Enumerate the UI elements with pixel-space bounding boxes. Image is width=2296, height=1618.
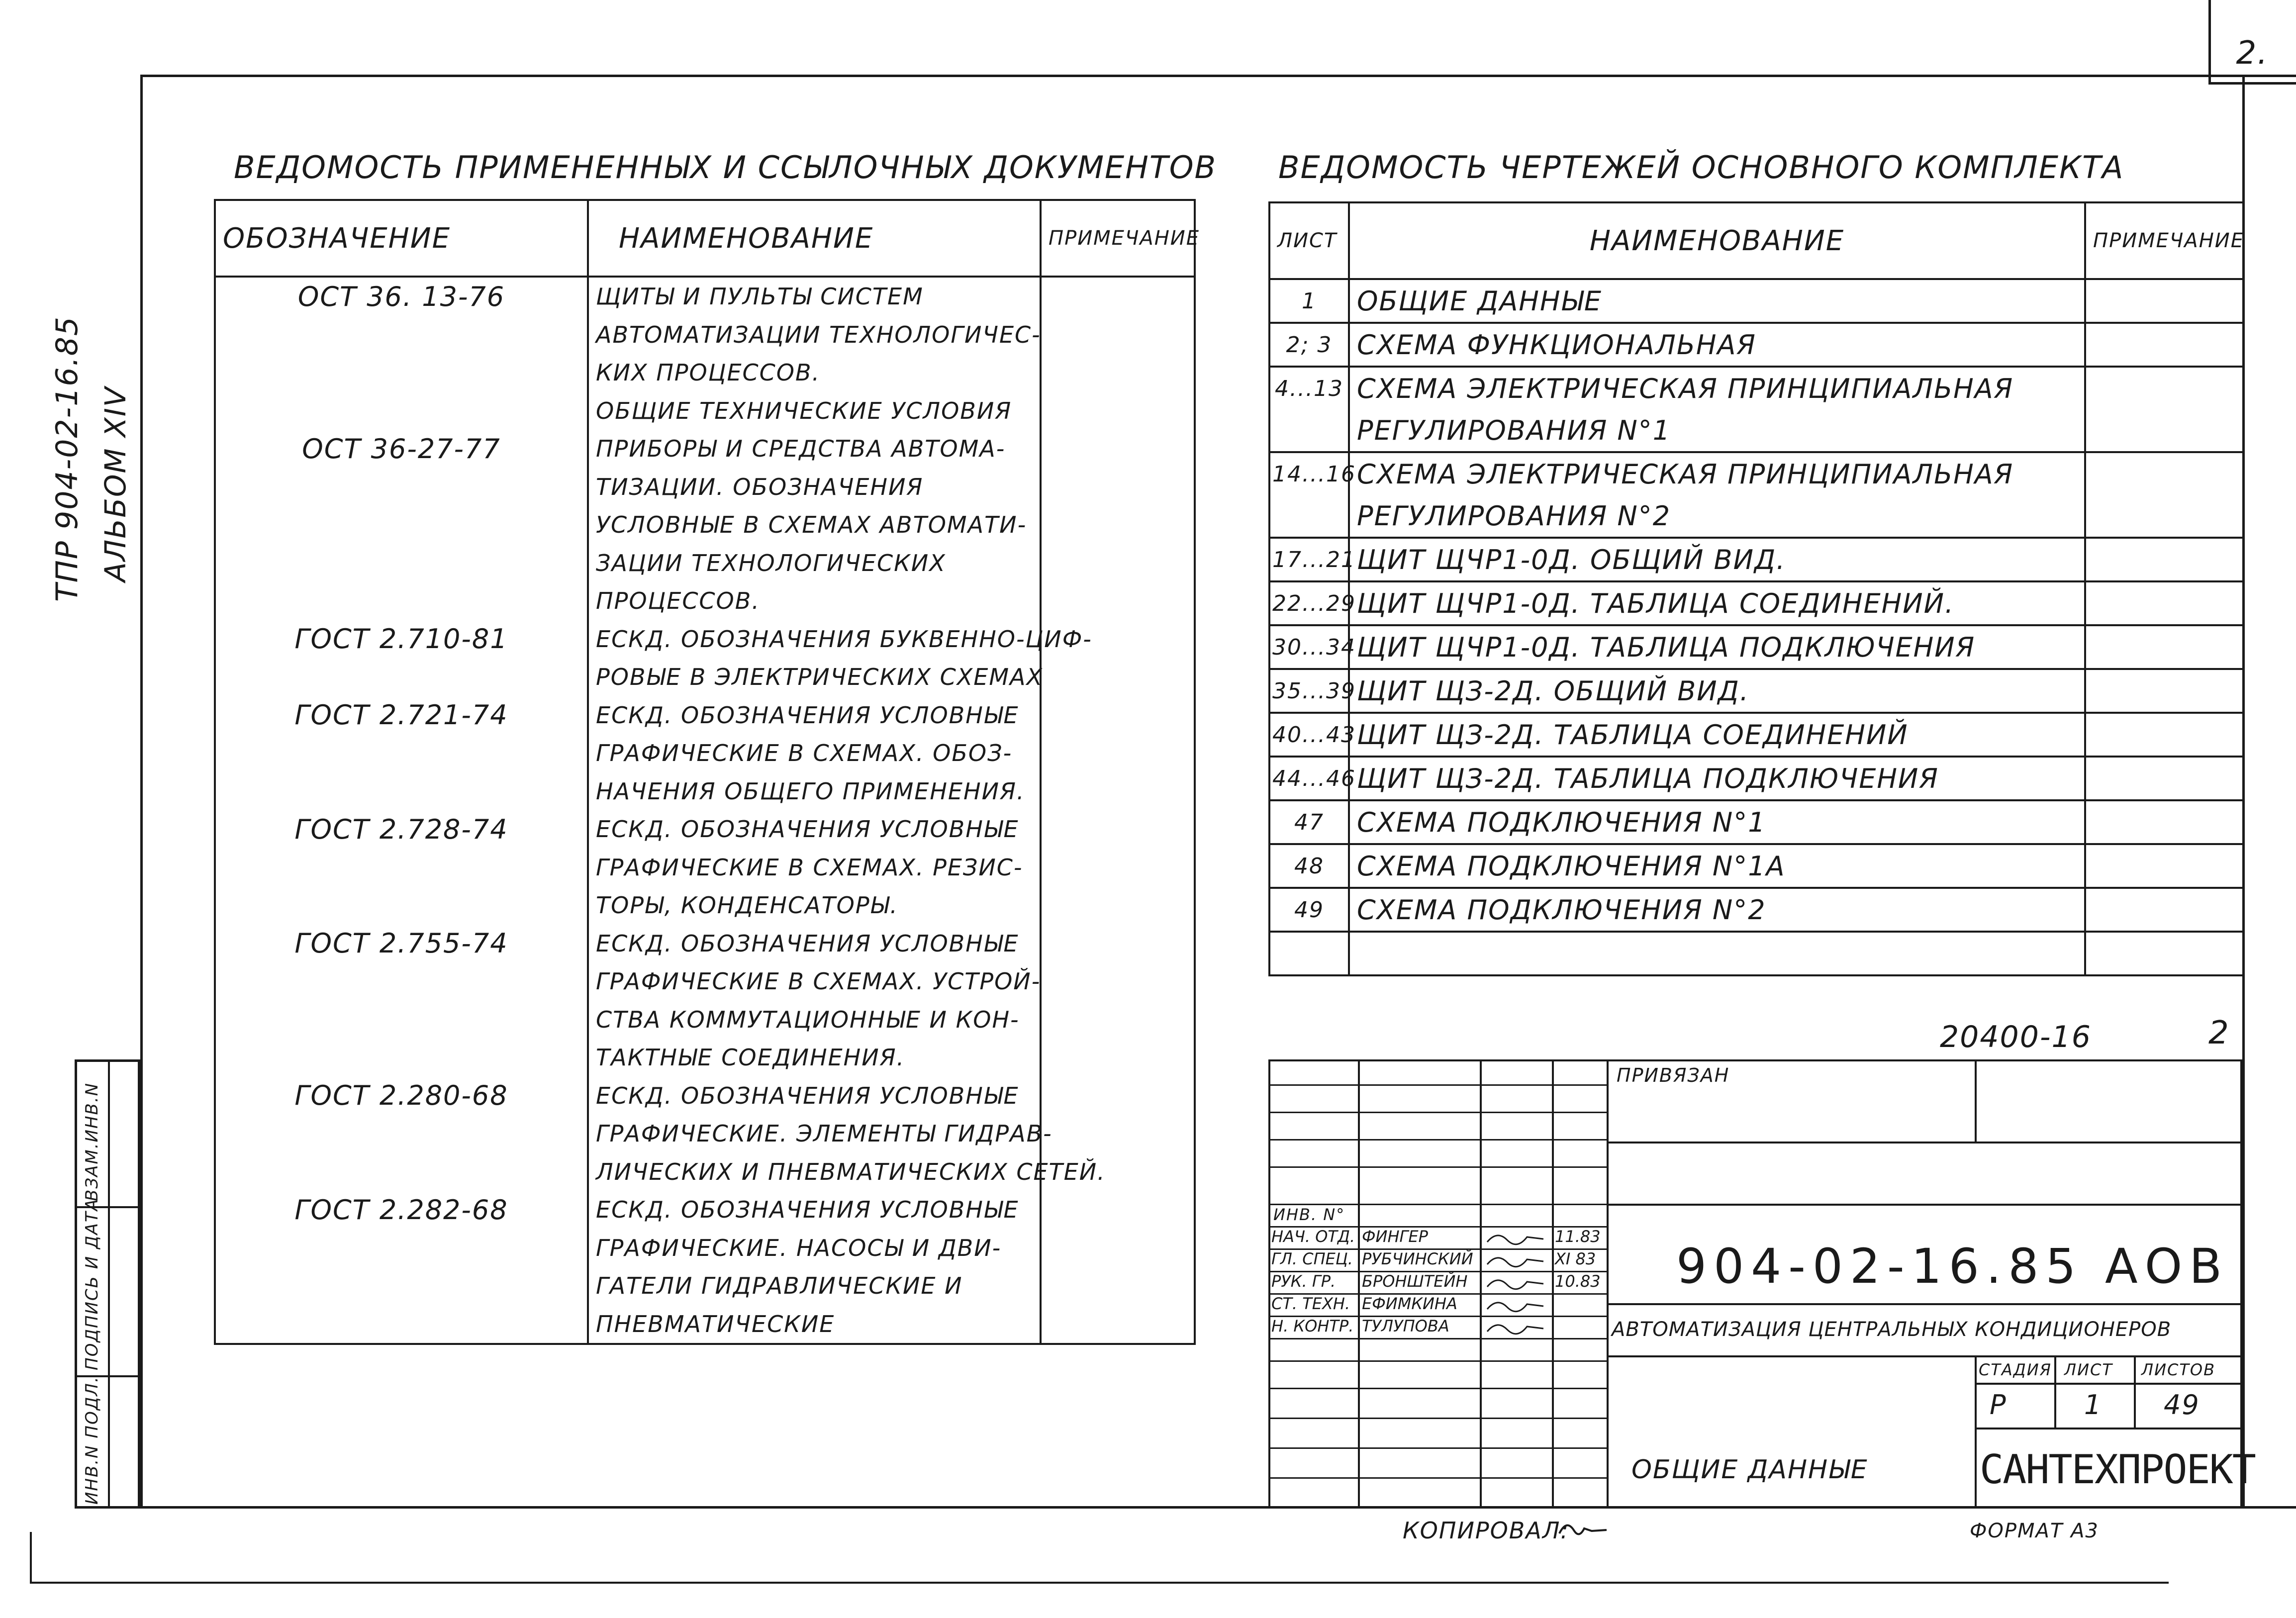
- sheets-row: [1269, 538, 2243, 581]
- tb-vline-4: [1607, 1059, 1609, 1509]
- docs-designation: [215, 1039, 588, 1077]
- signer-signature: [1485, 1318, 1547, 1336]
- docs-header-designation: ОБОЗНАЧЕНИЕ: [215, 200, 588, 277]
- docs-note: [1041, 658, 1195, 696]
- sheets-header-sheet: ЛИСТ: [1269, 202, 1349, 279]
- docs-note: [1041, 1229, 1195, 1267]
- docs-row: [215, 582, 1195, 620]
- sheets-row: [1269, 757, 2243, 800]
- tb-hline: [1268, 1360, 1607, 1362]
- docs-row: [215, 734, 1195, 772]
- docs-designation: [215, 1115, 588, 1153]
- sheets-row: [1269, 279, 2243, 323]
- sheets-header-note: ПРИМЕЧАНИЕ: [2085, 202, 2243, 279]
- sheets-row: [1269, 932, 2243, 975]
- docs-name: ЩИТЫ И ПУЛЬТЫ СИСТЕМ: [588, 277, 1041, 316]
- sheets-name: СХЕМА ЭЛЕКТРИЧЕСКАЯ ПРИНЦИПИАЛЬНАЯ: [1349, 452, 2085, 495]
- sheets-row: [1269, 844, 2243, 888]
- docs-row: [215, 1153, 1195, 1191]
- project-bottom-line: [1607, 1355, 2242, 1357]
- copied-label: КОПИРОВАЛ:: [1403, 1517, 1569, 1544]
- sheets-sheet-no: 14...16: [1269, 452, 1349, 495]
- sheets-name: СХЕМА ПОДКЛЮЧЕНИЯ N°2: [1349, 888, 2085, 932]
- docs-note: [1041, 1039, 1195, 1077]
- docs-table: [214, 199, 1200, 1345]
- docs-name: РОВЫЕ В ЭЛЕКТРИЧЕСКИХ СХЕМАХ: [588, 658, 1041, 696]
- docs-row: [215, 925, 1195, 963]
- sheets-sheet-no: 40...43: [1269, 713, 1349, 757]
- sheets-note: [2085, 888, 2243, 932]
- docs-row: [215, 316, 1195, 354]
- docs-row: [215, 468, 1195, 506]
- sheets-note: [2085, 538, 2243, 581]
- org-top-line: [1975, 1428, 2242, 1429]
- docs-designation: ОСТ 36-27-77: [215, 430, 588, 468]
- signer-role: НАЧ. ОТД.: [1271, 1227, 1355, 1246]
- docs-name: ГРАФИЧЕСКИЕ В СХЕМАХ. РЕЗИС-: [588, 849, 1041, 887]
- sheets-header-name: НАИМЕНОВАНИЕ: [1349, 202, 2085, 279]
- docs-name: ТАКТНЫЕ СОЕДИНЕНИЯ.: [588, 1039, 1041, 1077]
- sheets-name: ЩИТ ЩЧР1-0Д. ТАБЛИЦА ПОДКЛЮЧЕНИЯ: [1349, 625, 2085, 669]
- sheets-header-row: [1269, 202, 2243, 279]
- docs-name: ПРОЦЕССОВ.: [588, 582, 1041, 620]
- signer-name: ЕФИМКИНА: [1362, 1294, 1457, 1313]
- tb-hline: [1268, 1338, 1607, 1339]
- tb-hline: [1268, 1477, 1607, 1479]
- docs-designation: [215, 1305, 588, 1344]
- docs-name: ЕСКД. ОБОЗНАЧЕНИЯ УСЛОВНЫЕ: [588, 696, 1041, 735]
- tb-vline-1: [1358, 1059, 1360, 1509]
- sheets-row: [1269, 669, 2243, 713]
- stage-hline: [1975, 1383, 2242, 1385]
- tb-vline-2: [1480, 1059, 1482, 1509]
- docs-designation: [215, 1001, 588, 1039]
- stamp-label-replace: ВЗАМ.ИНВ.N: [82, 1082, 102, 1201]
- docs-note: [1041, 506, 1195, 544]
- docs-row: [215, 392, 1195, 430]
- docs-row: [215, 1267, 1195, 1305]
- attached-label: ПРИВЯЗАН: [1617, 1064, 1730, 1086]
- sheets-label: ЛИСТОВ: [2141, 1360, 2216, 1379]
- docs-designation: [215, 468, 588, 506]
- signer-date: 10.83: [1555, 1272, 1601, 1291]
- docs-name: ГАТЕЛИ ГИДРАВЛИЧЕСКИЕ И: [588, 1267, 1041, 1305]
- docs-row: [215, 354, 1195, 392]
- docs-note: [1041, 1305, 1195, 1344]
- sheets-note: [2085, 367, 2243, 409]
- docs-row: [215, 277, 1195, 316]
- signer-role: СТ. ТЕХН.: [1271, 1294, 1350, 1313]
- sheets-row: [1269, 713, 2243, 757]
- sheets-sheet-no: 2; 3: [1269, 323, 1349, 367]
- sheets-note: [2085, 409, 2243, 452]
- docs-name: ЗАЦИИ ТЕХНОЛОГИЧЕСКИХ: [588, 544, 1041, 582]
- docs-name: ЕСКД. ОБОЗНАЧЕНИЯ УСЛОВНЫЕ: [588, 1077, 1041, 1115]
- docs-name: УСЛОВНЫЕ В СХЕМАХ АВТОМАТИ-: [588, 506, 1041, 544]
- docs-row: [215, 1229, 1195, 1267]
- page-number: 2.: [2236, 35, 2269, 72]
- docs-name: ТОРЫ, КОНДЕНСАТОРЫ.: [588, 886, 1041, 925]
- sheets-note: [2085, 669, 2243, 713]
- docs-name: ЕСКД. ОБОЗНАЧЕНИЯ УСЛОВНЫЕ: [588, 925, 1041, 963]
- signer-name: ФИНГЕР: [1362, 1227, 1428, 1246]
- sheets-name: ЩИТ ЩЗ-2Д. ТАБЛИЦА ПОДКЛЮЧЕНИЯ: [1349, 757, 2085, 800]
- sheets-note: [2085, 713, 2243, 757]
- docs-name: ГРАФИЧЕСКИЕ. ЭЛЕМЕНТЫ ГИДРАВ-: [588, 1115, 1041, 1153]
- doc-name: ОБЩИЕ ДАННЫЕ: [1631, 1455, 1868, 1485]
- docs-note: [1041, 962, 1195, 1001]
- docs-note: [1041, 886, 1195, 925]
- sheets-row: [1269, 800, 2243, 844]
- sheets-sheet-no: 35...39: [1269, 669, 1349, 713]
- docs-designation: ГОСТ 2.755-74: [215, 925, 588, 963]
- sheets-title: ВЕДОМОСТЬ ЧЕРТЕЖЕЙ ОСНОВНОГО КОМПЛЕКТА: [1278, 149, 2124, 186]
- docs-designation: [215, 734, 588, 772]
- docs-designation: [215, 544, 588, 582]
- docs-designation: ГОСТ 2.710-81: [215, 620, 588, 659]
- docs-note: [1041, 544, 1195, 582]
- docs-designation: [215, 772, 588, 811]
- docs-name: ГРАФИЧЕСКИЕ В СХЕМАХ. УСТРОЙ-: [588, 962, 1041, 1001]
- docs-name: ПРИБОРЫ И СРЕДСТВА АВТОМА-: [588, 430, 1041, 468]
- sheets-note: [2085, 323, 2243, 367]
- signer-role: ГЛ. СПЕЦ.: [1271, 1249, 1353, 1268]
- docs-name: ЕСКД. ОБОЗНАЧЕНИЯ БУКВЕННО-ЦИФ-: [588, 620, 1041, 659]
- docs-row: [215, 772, 1195, 811]
- docs-name: НАЧЕНИЯ ОБЩЕГО ПРИМЕНЕНИЯ.: [588, 772, 1041, 811]
- sheets-sheet-no: 4...13: [1269, 367, 1349, 409]
- docs-row: [215, 1039, 1195, 1077]
- signer-date: 11.83: [1555, 1227, 1601, 1246]
- sheets-sheet-no: [1269, 409, 1349, 452]
- project-name: АВТОМАТИЗАЦИЯ ЦЕНТРАЛЬНЫХ КОНДИЦИОНЕРОВ: [1612, 1318, 2172, 1341]
- docs-row: [215, 810, 1195, 849]
- docs-note: [1041, 849, 1195, 887]
- docs-row: [215, 849, 1195, 887]
- docs-note: [1041, 772, 1195, 811]
- docs-header-note: ПРИМЕЧАНИЕ: [1041, 200, 1195, 277]
- sheets-sheet-no: 48: [1269, 844, 1349, 888]
- signer-signature: [1485, 1273, 1547, 1292]
- sheets-sheet-no: [1269, 495, 1349, 538]
- tb-hline: [1268, 1166, 1607, 1168]
- sheets-row: [1269, 625, 2243, 669]
- docs-note: [1041, 468, 1195, 506]
- docs-designation: ГОСТ 2.721-74: [215, 696, 588, 735]
- docs-row: [215, 886, 1195, 925]
- docs-note: [1041, 354, 1195, 392]
- docs-name: ЛИЧЕСКИХ И ПНЕВМАТИЧЕСКИХ СЕТЕЙ.: [588, 1153, 1041, 1191]
- sheets-note: [2085, 844, 2243, 888]
- docs-row: [215, 962, 1195, 1001]
- sheets-row: [1269, 581, 2243, 625]
- copier-signature: [1557, 1516, 1612, 1541]
- tb-hline: [1268, 1084, 1607, 1086]
- sheets-name: СХЕМА ФУНКЦИОНАЛЬНАЯ: [1349, 323, 2085, 367]
- signer-signature: [1485, 1228, 1547, 1247]
- docs-row: [215, 1191, 1195, 1229]
- tb-hline: [1268, 1418, 1607, 1419]
- sheets-note: [2085, 757, 2243, 800]
- docs-row: [215, 620, 1195, 659]
- signer-name: РУБЧИНСКИЙ: [1362, 1249, 1473, 1268]
- tb-hline: [1268, 1447, 1607, 1449]
- ref-number: 20400-16: [1940, 1020, 2092, 1054]
- sheets-name: РЕГУЛИРОВАНИЯ N°1: [1349, 409, 2085, 452]
- attached-hline: [1607, 1142, 2242, 1143]
- docs-name: СТВА КОММУТАЦИОННЫЕ И КОН-: [588, 1001, 1041, 1039]
- sheets-note: [2085, 932, 2243, 975]
- docs-name: ТИЗАЦИИ. ОБОЗНАЧЕНИЯ: [588, 468, 1041, 506]
- docs-note: [1041, 392, 1195, 430]
- docs-row: [215, 696, 1195, 735]
- docs-header-name: НАИМЕНОВАНИЕ: [588, 200, 1041, 277]
- sheets-note: [2085, 800, 2243, 844]
- docs-name: ПНЕВМАТИЧЕСКИЕ: [588, 1305, 1041, 1344]
- docs-name: АВТОМАТИЗАЦИИ ТЕХНОЛОГИЧЕС-: [588, 316, 1041, 354]
- docs-row: [215, 1305, 1195, 1344]
- docs-note: [1041, 1001, 1195, 1039]
- stage-label: СТАДИЯ: [1979, 1360, 2052, 1379]
- sheets-name: СХЕМА ПОДКЛЮЧЕНИЯ N°1А: [1349, 844, 2085, 888]
- sheet-value: 1: [2084, 1389, 2103, 1421]
- docs-name: ГРАФИЧЕСКИЕ В СХЕМАХ. ОБОЗ-: [588, 734, 1041, 772]
- sheet-vline: [2054, 1355, 2056, 1428]
- docs-designation: ГОСТ 2.282-68: [215, 1191, 588, 1229]
- document-designation: 904-02-16.85 АОВ: [1676, 1238, 2229, 1294]
- docs-note: [1041, 810, 1195, 849]
- tb-vline-3: [1552, 1059, 1554, 1509]
- sheets-note: [2085, 279, 2243, 323]
- docs-name: КИХ ПРОЦЕССОВ.: [588, 354, 1041, 392]
- docs-designation: [215, 392, 588, 430]
- sheets-name: ЩИТ ЩЧР1-0Д. ОБЩИЙ ВИД.: [1349, 538, 2085, 581]
- docs-designation: ГОСТ 2.280-68: [215, 1077, 588, 1115]
- docs-designation: [215, 316, 588, 354]
- sheets-row: [1269, 452, 2243, 495]
- sheets-name: [1349, 932, 2085, 975]
- docs-designation: ГОСТ 2.728-74: [215, 810, 588, 849]
- signer-name: ТУЛУПОВА: [1362, 1317, 1449, 1335]
- signer-signature: [1485, 1250, 1547, 1269]
- docs-designation: [215, 506, 588, 544]
- signer-signature: [1485, 1295, 1547, 1314]
- docs-row: [215, 544, 1195, 582]
- sheets-total-value: 49: [2164, 1389, 2200, 1421]
- sheets-note: [2085, 581, 2243, 625]
- docs-name: ЕСКД. ОБОЗНАЧЕНИЯ УСЛОВНЫЕ: [588, 810, 1041, 849]
- docs-designation: [215, 849, 588, 887]
- sheets-row: [1269, 888, 2243, 932]
- sheets-name: ЩИТ ЩЗ-2Д. ТАБЛИЦА СОЕДИНЕНИЙ: [1349, 713, 2085, 757]
- sheets-row: [1269, 409, 2243, 452]
- sheets-name: ОБЩИЕ ДАННЫЕ: [1349, 279, 2085, 323]
- docs-name: ОБЩИЕ ТЕХНИЧЕСКИЕ УСЛОВИЯ: [588, 392, 1041, 430]
- sheets-name: ЩИТ ЩЧР1-0Д. ТАБЛИЦА СОЕДИНЕНИЙ.: [1349, 581, 2085, 625]
- sheets-name: РЕГУЛИРОВАНИЯ N°2: [1349, 495, 2085, 538]
- format-label: ФОРМАТ А3: [1970, 1520, 2099, 1542]
- docs-designation: [215, 1229, 588, 1267]
- trim-line: [30, 1582, 2169, 1584]
- docs-note: [1041, 582, 1195, 620]
- docs-header-row: [215, 200, 1195, 277]
- docs-designation: [215, 1153, 588, 1191]
- docs-designation: [215, 582, 588, 620]
- docs-row: [215, 1077, 1195, 1115]
- docs-body: [215, 277, 1195, 1344]
- docs-designation: [215, 886, 588, 925]
- inv-label: ИНВ. N°: [1273, 1205, 1345, 1224]
- sheets-row: [1269, 495, 2243, 538]
- sheets-sheet-no: 1: [1269, 279, 1349, 323]
- stage-vline: [1975, 1355, 1977, 1509]
- docs-note: [1041, 1115, 1195, 1153]
- tb-hline: [1268, 1139, 1607, 1141]
- docs-note: [1041, 277, 1195, 316]
- docs-row: [215, 430, 1195, 468]
- designation-top-line: [1607, 1204, 2242, 1206]
- docs-row: [215, 1115, 1195, 1153]
- stage-value: Р: [1990, 1389, 2007, 1421]
- tb-hline: [1268, 1112, 1607, 1113]
- trim-line-left: [30, 1532, 32, 1582]
- docs-designation: [215, 962, 588, 1001]
- docs-note: [1041, 734, 1195, 772]
- docs-note: [1041, 696, 1195, 735]
- sheets-note: [2085, 625, 2243, 669]
- sheets-name: СХЕМА ЭЛЕКТРИЧЕСКАЯ ПРИНЦИПИАЛЬНАЯ: [1349, 367, 2085, 409]
- sheets-table: [1268, 201, 2244, 976]
- sheets-sheet-no: 44...46: [1269, 757, 1349, 800]
- attached-vline: [1975, 1059, 1977, 1142]
- sheets-note: [2085, 495, 2243, 538]
- docs-note: [1041, 430, 1195, 468]
- docs-name: ЕСКД. ОБОЗНАЧЕНИЯ УСЛОВНЫЕ: [588, 1191, 1041, 1229]
- sheets-row: [1269, 323, 2243, 367]
- designation-bottom-line: [1607, 1303, 2242, 1305]
- sheets-vline: [2134, 1355, 2136, 1428]
- sheets-row: [1269, 367, 2243, 409]
- docs-row: [215, 506, 1195, 544]
- sheets-sheet-no: 22...29: [1269, 581, 1349, 625]
- docs-designation: [215, 1267, 588, 1305]
- ref-sheet: 2: [2208, 1015, 2230, 1051]
- sheets-body: [1269, 279, 2243, 975]
- docs-title: ВЕДОМОСТЬ ПРИМЕНЕННЫХ И ССЫЛОЧНЫХ ДОКУМЕНТОВ: [234, 149, 1217, 186]
- signer-role: Н. КОНТР.: [1271, 1317, 1354, 1335]
- docs-note: [1041, 1191, 1195, 1229]
- signer-date: XI 83: [1555, 1249, 1596, 1268]
- stamp-label-sign: ПОДПИСЬ И ДАТА: [82, 1198, 102, 1370]
- signer-role: РУК. ГР.: [1271, 1272, 1336, 1291]
- docs-designation: [215, 354, 588, 392]
- sheets-sheet-no: 47: [1269, 800, 1349, 844]
- sheets-name: СХЕМА ПОДКЛЮЧЕНИЯ N°1: [1349, 800, 2085, 844]
- docs-designation: ОСТ 36. 13-76: [215, 277, 588, 316]
- docs-row: [215, 1001, 1195, 1039]
- docs-note: [1041, 1267, 1195, 1305]
- sheets-sheet-no: [1269, 932, 1349, 975]
- sheets-name: ЩИТ ЩЗ-2Д. ОБЩИЙ ВИД.: [1349, 669, 2085, 713]
- side-stamp: [75, 1059, 140, 1509]
- stamp-label-inv: ИНВ.N ПОДЛ.: [82, 1376, 102, 1505]
- organization: САНТЕХПРОЕКТ: [1980, 1446, 2255, 1493]
- sheets-sheet-no: 30...34: [1269, 625, 1349, 669]
- sheets-sheet-no: 17...21: [1269, 538, 1349, 581]
- docs-note: [1041, 925, 1195, 963]
- sheets-sheet-no: 49: [1269, 888, 1349, 932]
- sheets-note: [2085, 452, 2243, 495]
- signer-name: БРОНШТЕЙН: [1362, 1272, 1468, 1291]
- docs-name: ГРАФИЧЕСКИЕ. НАСОСЫ И ДВИ-: [588, 1229, 1041, 1267]
- docs-designation: [215, 658, 588, 696]
- tb-hline: [1268, 1388, 1607, 1389]
- side-album: АЛЬБОМ XIV: [98, 386, 132, 582]
- sheet-label: ЛИСТ: [2064, 1360, 2113, 1379]
- docs-note: [1041, 316, 1195, 354]
- side-code: ТПР 904-02-16.85: [50, 316, 85, 602]
- docs-row: [215, 658, 1195, 696]
- docs-note: [1041, 1077, 1195, 1115]
